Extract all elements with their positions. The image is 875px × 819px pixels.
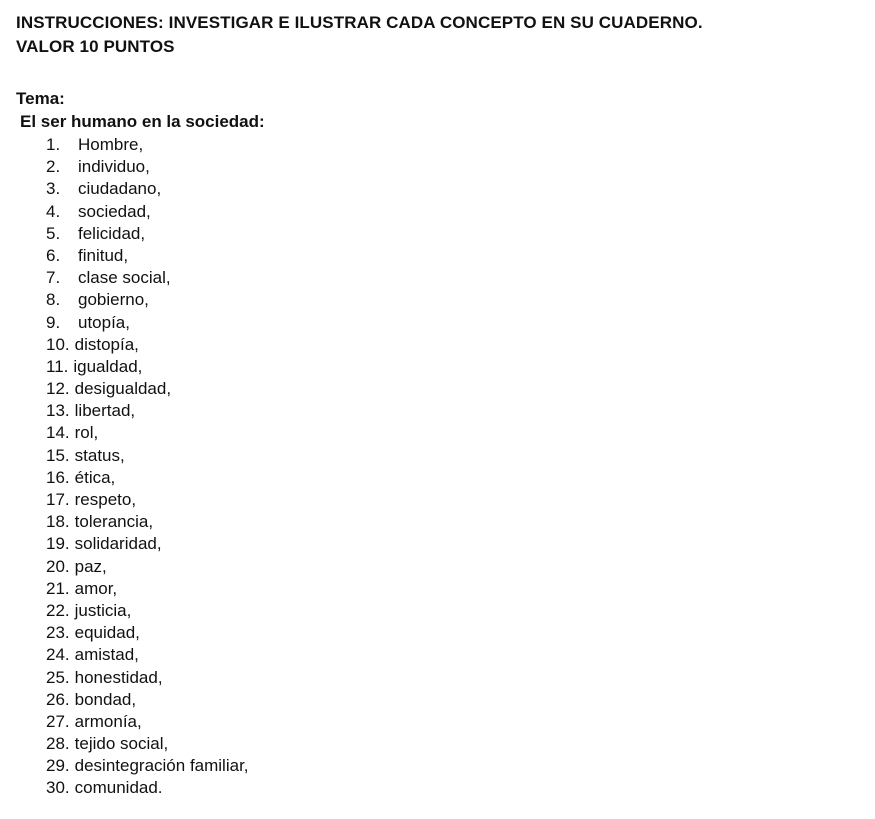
concept-number: 4. [46, 201, 61, 221]
concept-number: 12. [46, 379, 70, 399]
concept-number: 27. [46, 711, 70, 731]
concept-text: equidad, [74, 623, 140, 643]
concept-number: 15. [46, 445, 70, 465]
concept-list [46, 134, 249, 800]
concept-item [46, 777, 249, 799]
concept-number: 3. [46, 179, 61, 199]
concept-number: 7. [46, 268, 61, 288]
concept-number: 18. [46, 512, 70, 532]
concept-text: individuo, [78, 157, 150, 177]
topic-label: Tema: [16, 89, 65, 108]
concept-number: 22. [46, 600, 70, 620]
concept-number: 24. [46, 645, 70, 665]
concept-text: desigualdad, [74, 379, 172, 399]
concept-number: 26. [46, 689, 70, 709]
topic-title: El ser humano en la sociedad: [20, 112, 265, 131]
concept-text: desintegración familiar, [74, 756, 249, 776]
concept-item [46, 334, 249, 356]
concept-text: clase social, [78, 268, 171, 288]
concept-number: 6. [46, 245, 61, 265]
concept-number: 10. [46, 334, 70, 354]
concept-number: 16. [46, 467, 70, 487]
concept-item [46, 667, 249, 689]
concept-text: rol, [74, 423, 99, 443]
concept-number: 8. [46, 290, 61, 310]
concept-text: igualdad, [73, 356, 143, 376]
concept-text: status, [74, 445, 125, 465]
concept-text: paz, [74, 556, 107, 576]
concept-item [46, 445, 249, 467]
concept-item [46, 644, 249, 666]
concept-text: ética, [74, 467, 116, 487]
concept-item [46, 511, 249, 533]
concept-text: respeto, [74, 490, 137, 509]
concept-item [46, 267, 249, 289]
concept-item [46, 755, 249, 777]
concept-text: gobierno, [78, 290, 149, 310]
concept-item [46, 711, 249, 733]
concept-text: amor, [74, 578, 118, 598]
concept-number: 20. [46, 556, 70, 576]
concept-text: comunidad. [74, 778, 163, 798]
concept-item [46, 400, 249, 422]
concept-item [46, 733, 249, 755]
concept-text: ciudadano, [78, 179, 162, 199]
concept-number: 30. [46, 778, 70, 798]
concept-item [46, 378, 249, 400]
concept-text: bondad, [74, 689, 137, 709]
instructions-line: INSTRUCCIONES: INVESTIGAR E ILUSTRAR CADA CONCEPTO EN SU CUADERNO. [16, 13, 703, 32]
concept-number: 25. [46, 667, 70, 687]
concept-text: distopía, [74, 334, 139, 354]
concept-text: solidaridad, [74, 534, 162, 554]
concept-number: 14. [46, 423, 70, 443]
concept-item [46, 578, 249, 600]
concept-text: tejido social, [74, 734, 169, 754]
concept-number: 5. [46, 223, 61, 243]
concept-item [46, 622, 249, 644]
concept-item [46, 201, 249, 223]
concept-text: justicia, [74, 600, 132, 620]
concept-item [46, 467, 249, 489]
concept-text: felicidad, [78, 223, 146, 243]
points-value-line: VALOR 10 PUNTOS [16, 37, 175, 56]
concept-item [46, 134, 249, 156]
concept-item [46, 156, 249, 178]
concept-item [46, 312, 249, 334]
concept-item [46, 223, 249, 245]
concept-text: Hombre, [78, 135, 144, 154]
concept-number: 23. [46, 623, 70, 643]
concept-text: sociedad, [78, 201, 151, 221]
concept-item [46, 689, 249, 711]
concept-number: 29. [46, 756, 70, 776]
concept-number: 9. [46, 312, 61, 332]
concept-text: libertad, [74, 401, 136, 421]
concept-item [46, 422, 249, 444]
concept-item [46, 489, 249, 511]
concept-number: 11. [46, 356, 69, 376]
concept-item [46, 356, 249, 378]
concept-text: utopía, [78, 312, 130, 332]
concept-number: 21. [46, 578, 70, 598]
concept-number: 17. [46, 490, 70, 509]
concept-number: 19. [46, 534, 70, 554]
concept-item [46, 178, 249, 200]
concept-item [46, 245, 249, 267]
concept-number: 1. [46, 135, 61, 154]
concept-number: 13. [46, 401, 70, 421]
concept-number: 28. [46, 734, 70, 754]
concept-item [46, 600, 249, 622]
concept-text: armonía, [74, 711, 142, 731]
concept-item [46, 533, 249, 555]
concept-item [46, 556, 249, 578]
concept-text: finitud, [78, 245, 129, 265]
concept-number: 2. [46, 157, 61, 177]
concept-text: honestidad, [74, 667, 163, 687]
concept-text: tolerancia, [74, 512, 154, 532]
concept-text: amistad, [74, 645, 139, 665]
concept-item [46, 289, 249, 311]
